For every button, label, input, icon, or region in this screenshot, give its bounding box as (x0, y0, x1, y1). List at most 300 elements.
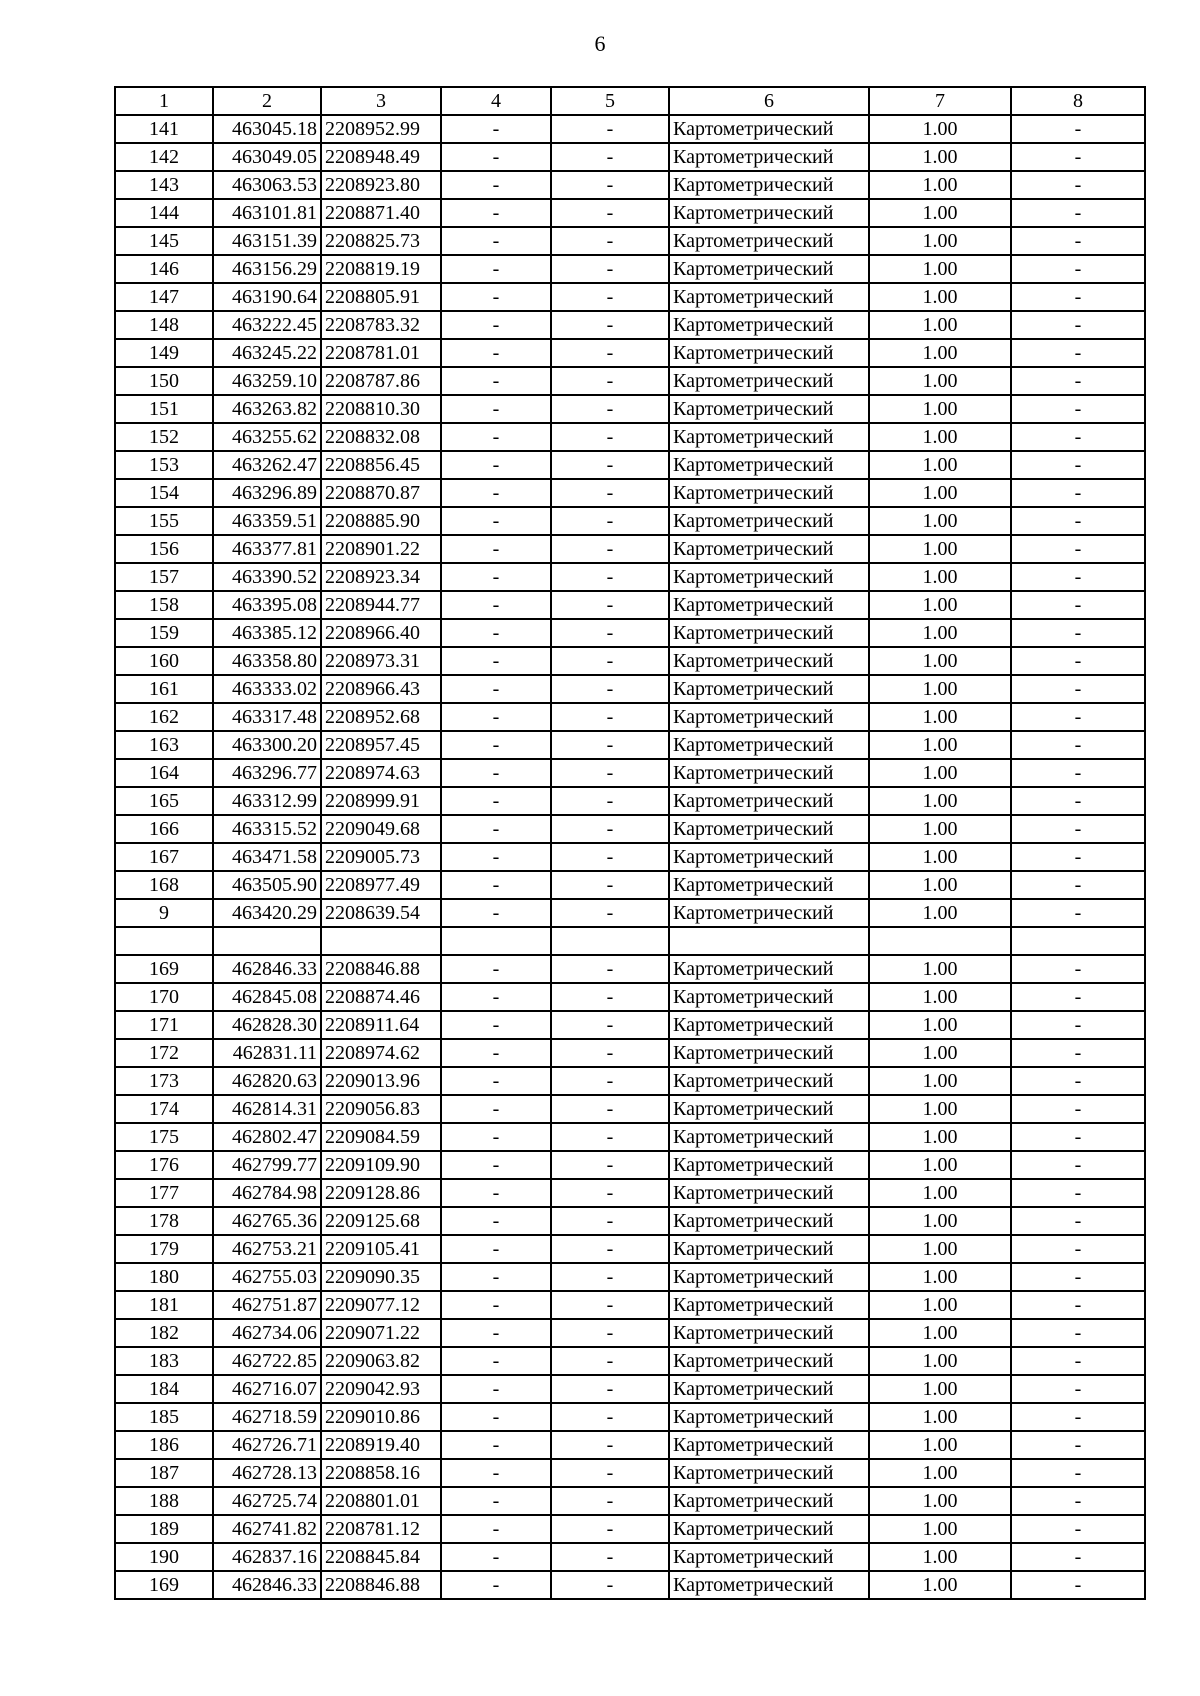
col5-cell (551, 927, 669, 955)
y-coordinate-cell: 2208846.88 (321, 955, 441, 983)
col5-cell: - (551, 1123, 669, 1151)
column-header-1: 1 (115, 87, 213, 115)
x-coordinate-cell: 463296.89 (213, 479, 321, 507)
y-coordinate-cell: 2208870.87 (321, 479, 441, 507)
col5-cell: - (551, 171, 669, 199)
method-cell: Картометрический (669, 1459, 869, 1487)
col5-cell: - (551, 1067, 669, 1095)
table-row (115, 815, 1145, 843)
col5-cell: - (551, 535, 669, 563)
point-number-cell: 190 (115, 1543, 213, 1571)
col8-cell: - (1011, 1431, 1145, 1459)
column-header-8: 8 (1011, 87, 1145, 115)
col8-cell: - (1011, 843, 1145, 871)
col8-cell: - (1011, 171, 1145, 199)
method-cell: Картометрический (669, 1011, 869, 1039)
x-coordinate-cell: 463385.12 (213, 619, 321, 647)
col8-cell: - (1011, 983, 1145, 1011)
method-cell: Картометрический (669, 647, 869, 675)
point-number-cell: 146 (115, 255, 213, 283)
accuracy-cell: 1.00 (869, 1319, 1011, 1347)
y-coordinate-cell: 2209090.35 (321, 1263, 441, 1291)
col5-cell: - (551, 731, 669, 759)
column-header-4: 4 (441, 87, 551, 115)
accuracy-cell: 1.00 (869, 283, 1011, 311)
y-coordinate-cell: 2208901.22 (321, 535, 441, 563)
table-row (115, 955, 1145, 983)
col5-cell: - (551, 479, 669, 507)
col8-cell: - (1011, 339, 1145, 367)
y-coordinate-cell: 2208885.90 (321, 507, 441, 535)
point-number-cell: 147 (115, 283, 213, 311)
accuracy-cell: 1.00 (869, 507, 1011, 535)
col4-cell: - (441, 1515, 551, 1543)
col8-cell: - (1011, 1235, 1145, 1263)
table-row (115, 395, 1145, 423)
point-number-cell: 170 (115, 983, 213, 1011)
method-cell: Картометрический (669, 395, 869, 423)
table-row (115, 1067, 1145, 1095)
col4-cell: - (441, 1235, 551, 1263)
method-cell: Картометрический (669, 1067, 869, 1095)
y-coordinate-cell: 2209071.22 (321, 1319, 441, 1347)
col8-cell: - (1011, 1375, 1145, 1403)
table-row (115, 255, 1145, 283)
table-row (115, 1403, 1145, 1431)
col8-cell: - (1011, 367, 1145, 395)
x-coordinate-cell: 463296.77 (213, 759, 321, 787)
y-coordinate-cell: 2208805.91 (321, 283, 441, 311)
method-cell: Картометрический (669, 227, 869, 255)
y-coordinate-cell: 2208874.46 (321, 983, 441, 1011)
table-row (115, 1179, 1145, 1207)
col8-cell: - (1011, 955, 1145, 983)
method-cell: Картометрический (669, 199, 869, 227)
col8-cell: - (1011, 647, 1145, 675)
method-cell: Картометрический (669, 703, 869, 731)
x-coordinate-cell: 463255.62 (213, 423, 321, 451)
y-coordinate-cell: 2208966.43 (321, 675, 441, 703)
col8-cell: - (1011, 1459, 1145, 1487)
col5-cell: - (551, 227, 669, 255)
col5-cell: - (551, 1095, 669, 1123)
accuracy-cell: 1.00 (869, 563, 1011, 591)
accuracy-cell: 1.00 (869, 1347, 1011, 1375)
col8-cell: - (1011, 227, 1145, 255)
col8-cell: - (1011, 1347, 1145, 1375)
col4-cell: - (441, 1291, 551, 1319)
x-coordinate-cell: 463263.82 (213, 395, 321, 423)
x-coordinate-cell: 462741.82 (213, 1515, 321, 1543)
accuracy-cell: 1.00 (869, 1291, 1011, 1319)
accuracy-cell: 1.00 (869, 1515, 1011, 1543)
accuracy-cell: 1.00 (869, 1207, 1011, 1235)
col8-cell: - (1011, 1403, 1145, 1431)
y-coordinate-cell: 2208952.68 (321, 703, 441, 731)
col4-cell: - (441, 1487, 551, 1515)
col4-cell (441, 927, 551, 955)
method-cell (669, 927, 869, 955)
x-coordinate-cell: 463420.29 (213, 899, 321, 927)
accuracy-cell: 1.00 (869, 647, 1011, 675)
col4-cell: - (441, 1431, 551, 1459)
accuracy-cell: 1.00 (869, 787, 1011, 815)
col8-cell: - (1011, 1151, 1145, 1179)
col8-cell: - (1011, 703, 1145, 731)
method-cell: Картометрический (669, 619, 869, 647)
method-cell: Картометрический (669, 1263, 869, 1291)
point-number-cell: 179 (115, 1235, 213, 1263)
page-number: 6 (594, 31, 606, 56)
col8-cell: - (1011, 871, 1145, 899)
col5-cell: - (551, 1319, 669, 1347)
col8-cell: - (1011, 731, 1145, 759)
x-coordinate-cell: 463390.52 (213, 563, 321, 591)
table-row (115, 1459, 1145, 1487)
y-coordinate-cell (321, 927, 441, 955)
x-coordinate-cell: 463315.52 (213, 815, 321, 843)
method-cell: Картометрический (669, 563, 869, 591)
col4-cell: - (441, 787, 551, 815)
col4-cell: - (441, 1067, 551, 1095)
y-coordinate-cell: 2208957.45 (321, 731, 441, 759)
col5-cell: - (551, 815, 669, 843)
y-coordinate-cell: 2209077.12 (321, 1291, 441, 1319)
x-coordinate-cell: 463259.10 (213, 367, 321, 395)
x-coordinate-cell: 462845.08 (213, 983, 321, 1011)
method-cell: Картометрический (669, 1291, 869, 1319)
method-cell: Картометрический (669, 1151, 869, 1179)
col4-cell: - (441, 815, 551, 843)
col5-cell: - (551, 395, 669, 423)
y-coordinate-cell: 2208810.30 (321, 395, 441, 423)
table-row (115, 759, 1145, 787)
col8-cell: - (1011, 1095, 1145, 1123)
x-coordinate-cell: 462846.33 (213, 955, 321, 983)
y-coordinate-cell: 2209013.96 (321, 1067, 441, 1095)
col5-cell: - (551, 1039, 669, 1067)
point-number-cell: 9 (115, 899, 213, 927)
col8-cell: - (1011, 619, 1145, 647)
x-coordinate-cell: 463262.47 (213, 451, 321, 479)
x-coordinate-cell: 463471.58 (213, 843, 321, 871)
y-coordinate-cell: 2209105.41 (321, 1235, 441, 1263)
point-number-cell: 180 (115, 1263, 213, 1291)
point-number-cell: 177 (115, 1179, 213, 1207)
col5-cell: - (551, 871, 669, 899)
col4-cell: - (441, 143, 551, 171)
point-number-cell: 178 (115, 1207, 213, 1235)
y-coordinate-cell: 2209063.82 (321, 1347, 441, 1375)
col5-cell: - (551, 619, 669, 647)
accuracy-cell: 1.00 (869, 255, 1011, 283)
col4-cell: - (441, 255, 551, 283)
col5-cell: - (551, 843, 669, 871)
table-row (115, 1291, 1145, 1319)
table-row (115, 339, 1145, 367)
col8-cell: - (1011, 255, 1145, 283)
col4-cell: - (441, 843, 551, 871)
col4-cell: - (441, 1011, 551, 1039)
table-row (115, 283, 1145, 311)
y-coordinate-cell: 2208819.19 (321, 255, 441, 283)
point-number-cell: 158 (115, 591, 213, 619)
point-number-cell: 167 (115, 843, 213, 871)
table-row (115, 535, 1145, 563)
col4-cell: - (441, 1039, 551, 1067)
point-number-cell: 145 (115, 227, 213, 255)
method-cell: Картометрический (669, 955, 869, 983)
accuracy-cell: 1.00 (869, 367, 1011, 395)
y-coordinate-cell: 2208952.99 (321, 115, 441, 143)
col8-cell: - (1011, 675, 1145, 703)
point-number-cell: 189 (115, 1515, 213, 1543)
col8-cell: - (1011, 1571, 1145, 1599)
y-coordinate-cell: 2208974.62 (321, 1039, 441, 1067)
accuracy-cell (869, 927, 1011, 955)
y-coordinate-cell: 2208977.49 (321, 871, 441, 899)
col5-cell: - (551, 1543, 669, 1571)
col4-cell: - (441, 759, 551, 787)
col8-cell: - (1011, 1263, 1145, 1291)
col5-cell: - (551, 255, 669, 283)
accuracy-cell: 1.00 (869, 843, 1011, 871)
col8-cell: - (1011, 507, 1145, 535)
method-cell: Картометрический (669, 1235, 869, 1263)
point-number-cell: 144 (115, 199, 213, 227)
accuracy-cell: 1.00 (869, 1123, 1011, 1151)
accuracy-cell: 1.00 (869, 423, 1011, 451)
col5-cell: - (551, 675, 669, 703)
method-cell: Картометрический (669, 983, 869, 1011)
col4-cell: - (441, 871, 551, 899)
col8-cell: - (1011, 563, 1145, 591)
x-coordinate-cell: 463045.18 (213, 115, 321, 143)
method-cell: Картометрический (669, 1515, 869, 1543)
method-cell: Картометрический (669, 115, 869, 143)
col5-cell: - (551, 1571, 669, 1599)
col5-cell: - (551, 1375, 669, 1403)
point-number-cell: 172 (115, 1039, 213, 1067)
method-cell: Картометрический (669, 479, 869, 507)
point-number-cell: 154 (115, 479, 213, 507)
accuracy-cell: 1.00 (869, 983, 1011, 1011)
col4-cell: - (441, 1571, 551, 1599)
y-coordinate-cell: 2209056.83 (321, 1095, 441, 1123)
accuracy-cell: 1.00 (869, 619, 1011, 647)
col5-cell: - (551, 451, 669, 479)
method-cell: Картометрический (669, 1487, 869, 1515)
table-row (115, 1151, 1145, 1179)
col4-cell: - (441, 899, 551, 927)
col8-cell: - (1011, 1291, 1145, 1319)
table-row (115, 479, 1145, 507)
point-number-cell: 168 (115, 871, 213, 899)
point-number-cell: 148 (115, 311, 213, 339)
table-row (115, 927, 1145, 955)
y-coordinate-cell: 2208639.54 (321, 899, 441, 927)
y-coordinate-cell: 2209109.90 (321, 1151, 441, 1179)
col8-cell: - (1011, 815, 1145, 843)
x-coordinate-cell: 463049.05 (213, 143, 321, 171)
accuracy-cell: 1.00 (869, 1571, 1011, 1599)
x-coordinate-cell (213, 927, 321, 955)
method-cell: Картометрический (669, 1403, 869, 1431)
y-coordinate-cell: 2208948.49 (321, 143, 441, 171)
table-row (115, 899, 1145, 927)
col8-cell: - (1011, 1515, 1145, 1543)
method-cell: Картометрический (669, 283, 869, 311)
x-coordinate-cell: 462846.33 (213, 1571, 321, 1599)
accuracy-cell: 1.00 (869, 1375, 1011, 1403)
x-coordinate-cell: 463151.39 (213, 227, 321, 255)
col8-cell: - (1011, 759, 1145, 787)
col5-cell: - (551, 787, 669, 815)
y-coordinate-cell: 2208783.32 (321, 311, 441, 339)
column-header-6: 6 (669, 87, 869, 115)
table-row (115, 1375, 1145, 1403)
y-coordinate-cell: 2208832.08 (321, 423, 441, 451)
point-number-cell: 169 (115, 955, 213, 983)
accuracy-cell: 1.00 (869, 1151, 1011, 1179)
x-coordinate-cell: 462751.87 (213, 1291, 321, 1319)
table-row (115, 1095, 1145, 1123)
col8-cell: - (1011, 591, 1145, 619)
col5-cell: - (551, 1431, 669, 1459)
x-coordinate-cell: 463377.81 (213, 535, 321, 563)
method-cell: Картометрический (669, 675, 869, 703)
point-number-cell: 164 (115, 759, 213, 787)
accuracy-cell: 1.00 (869, 815, 1011, 843)
method-cell: Картометрический (669, 507, 869, 535)
x-coordinate-cell: 463156.29 (213, 255, 321, 283)
x-coordinate-cell: 462837.16 (213, 1543, 321, 1571)
col4-cell: - (441, 1263, 551, 1291)
x-coordinate-cell: 463505.90 (213, 871, 321, 899)
x-coordinate-cell: 463359.51 (213, 507, 321, 535)
accuracy-cell: 1.00 (869, 1067, 1011, 1095)
method-cell: Картометрический (669, 339, 869, 367)
accuracy-cell: 1.00 (869, 395, 1011, 423)
accuracy-cell: 1.00 (869, 1011, 1011, 1039)
point-number-cell: 183 (115, 1347, 213, 1375)
point-number-cell: 161 (115, 675, 213, 703)
table-row (115, 843, 1145, 871)
col4-cell: - (441, 1319, 551, 1347)
method-cell: Картометрический (669, 1571, 869, 1599)
point-number-cell: 186 (115, 1431, 213, 1459)
col5-cell: - (551, 563, 669, 591)
table-row (115, 1011, 1145, 1039)
col4-cell: - (441, 283, 551, 311)
accuracy-cell: 1.00 (869, 1263, 1011, 1291)
table-row (115, 451, 1145, 479)
method-cell: Картометрический (669, 1039, 869, 1067)
col5-cell: - (551, 283, 669, 311)
col5-cell: - (551, 1263, 669, 1291)
point-number-cell: 185 (115, 1403, 213, 1431)
col5-cell: - (551, 1459, 669, 1487)
col4-cell: - (441, 1347, 551, 1375)
col4-cell: - (441, 1403, 551, 1431)
method-cell: Картометрический (669, 423, 869, 451)
x-coordinate-cell: 462755.03 (213, 1263, 321, 1291)
point-number-cell: 173 (115, 1067, 213, 1095)
x-coordinate-cell: 463300.20 (213, 731, 321, 759)
x-coordinate-cell: 463333.02 (213, 675, 321, 703)
accuracy-cell: 1.00 (869, 143, 1011, 171)
col8-cell: - (1011, 1067, 1145, 1095)
x-coordinate-cell: 463358.80 (213, 647, 321, 675)
table-row (115, 1263, 1145, 1291)
point-number-cell: 176 (115, 1151, 213, 1179)
table-row (115, 1515, 1145, 1543)
header-row (115, 87, 1145, 115)
accuracy-cell: 1.00 (869, 871, 1011, 899)
method-cell: Картометрический (669, 815, 869, 843)
y-coordinate-cell: 2208858.16 (321, 1459, 441, 1487)
col8-cell: - (1011, 143, 1145, 171)
method-cell: Картометрический (669, 899, 869, 927)
point-number-cell: 184 (115, 1375, 213, 1403)
col4-cell: - (441, 227, 551, 255)
y-coordinate-cell: 2209125.68 (321, 1207, 441, 1235)
col4-cell: - (441, 1207, 551, 1235)
point-number-cell: 155 (115, 507, 213, 535)
col8-cell: - (1011, 1039, 1145, 1067)
col5-cell: - (551, 367, 669, 395)
point-number-cell: 163 (115, 731, 213, 759)
col4-cell: - (441, 1375, 551, 1403)
table-row (115, 1543, 1145, 1571)
x-coordinate-cell: 462728.13 (213, 1459, 321, 1487)
col4-cell: - (441, 115, 551, 143)
x-coordinate-cell: 462802.47 (213, 1123, 321, 1151)
table-row (115, 675, 1145, 703)
accuracy-cell: 1.00 (869, 1095, 1011, 1123)
col5-cell: - (551, 1515, 669, 1543)
col4-cell: - (441, 591, 551, 619)
col5-cell: - (551, 703, 669, 731)
y-coordinate-cell: 2208923.80 (321, 171, 441, 199)
col5-cell: - (551, 591, 669, 619)
col4-cell: - (441, 507, 551, 535)
col8-cell: - (1011, 1179, 1145, 1207)
point-number-cell: 152 (115, 423, 213, 451)
col4-cell: - (441, 955, 551, 983)
x-coordinate-cell: 462831.11 (213, 1039, 321, 1067)
method-cell: Картометрический (669, 143, 869, 171)
col8-cell: - (1011, 199, 1145, 227)
table-row (115, 1039, 1145, 1067)
table-row (115, 703, 1145, 731)
column-header-3: 3 (321, 87, 441, 115)
table-row (115, 1235, 1145, 1263)
col5-cell: - (551, 1487, 669, 1515)
column-header-5: 5 (551, 87, 669, 115)
col4-cell: - (441, 395, 551, 423)
x-coordinate-cell: 463101.81 (213, 199, 321, 227)
point-number-cell: 188 (115, 1487, 213, 1515)
point-number-cell: 157 (115, 563, 213, 591)
accuracy-cell: 1.00 (869, 535, 1011, 563)
accuracy-cell: 1.00 (869, 1235, 1011, 1263)
y-coordinate-cell: 2208846.88 (321, 1571, 441, 1599)
table-row (115, 1347, 1145, 1375)
accuracy-cell: 1.00 (869, 339, 1011, 367)
y-coordinate-cell: 2209128.86 (321, 1179, 441, 1207)
x-coordinate-cell: 462753.21 (213, 1235, 321, 1263)
